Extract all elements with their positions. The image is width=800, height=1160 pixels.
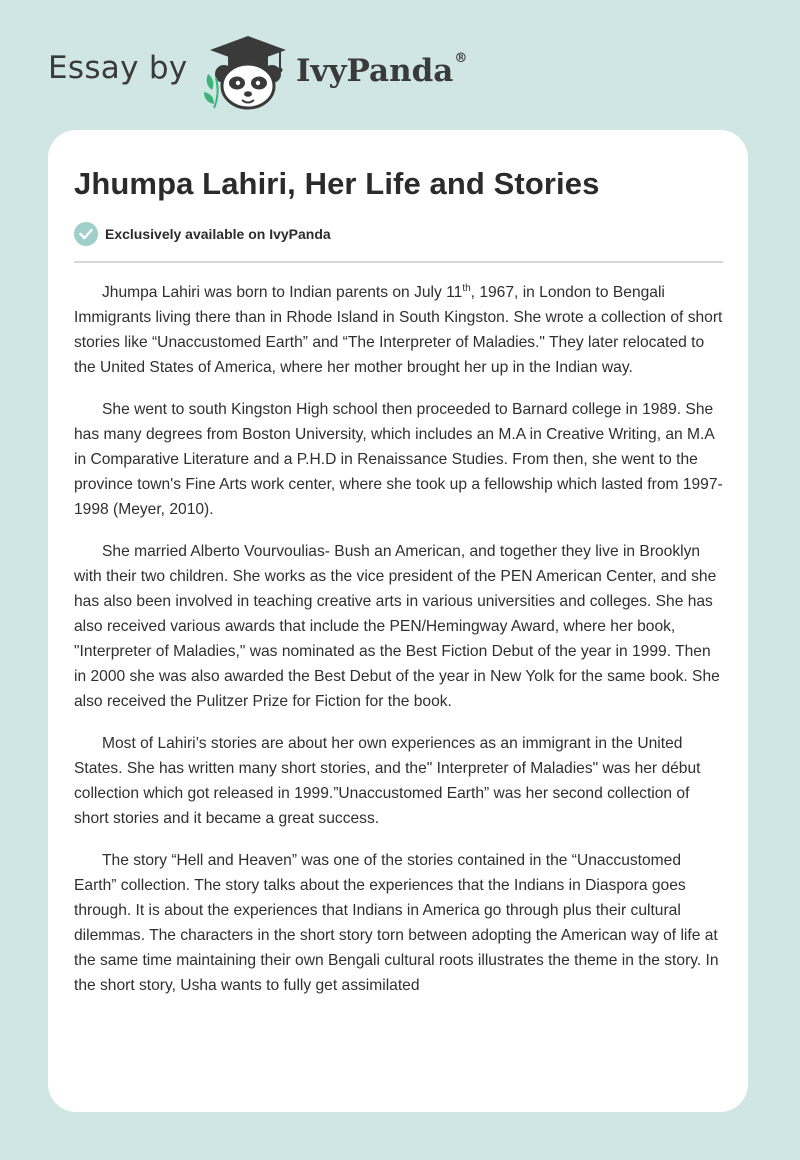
ordinal-suffix: th <box>462 282 471 294</box>
site-header <box>0 0 800 130</box>
brand-name[interactable] <box>296 53 467 89</box>
exclusive-badge-label: Exclusively available on IvyPanda <box>105 226 331 242</box>
registered-mark: ® <box>454 51 468 66</box>
ivypanda-logo-icon[interactable] <box>200 34 292 110</box>
paragraph-1 <box>74 280 726 380</box>
paragraph-1-start: Jhumpa Lahiri was born to Indian parents on July 11 <box>102 284 463 301</box>
essay-body <box>74 280 726 1015</box>
essay-by-label: Essay by <box>48 50 188 86</box>
exclusive-badge <box>74 222 331 246</box>
paragraph-4: Most of Lahiri’s stories are about her own experiences as an immigrant in the United States. She has written many short stories, and the" Interpreter of Maladies" was her début collection which got released in 1999.”Unaccustomed Earth” was her second collection of short stories and it became a great success. <box>74 735 701 827</box>
title-divider <box>74 261 723 263</box>
check-circle-icon <box>74 222 98 246</box>
paragraph-1-end: , 1967, in London to Bengali Immigrants living there than in Rhode Island in South Kingston. She wrote a collection of short stories like “Unaccustomed Earth” and “The Interpreter of Maladies." They later relocated to the United States of America, where her mother brought her up in the Indian way. <box>74 284 723 376</box>
paragraph-3: She married Alberto Vourvoulias- Bush an American, and together they live in Brooklyn with their two children. She works as the vice president of the PEN American Center, and she has also been involved in teaching creative arts in various universities and colleges. She has also received various awards that include the PEN/Hemingway Award, where her book, "Interpreter of Maladies," was nominated as the Best Fiction Debut of the year in 1999. Then in 2000 she was also awarded the Best Debut of the year in New Yolk for the same book. She also received the Pulitzer Prize for Fiction for the book. <box>74 543 720 710</box>
brand-text: IvyPanda <box>296 53 454 89</box>
page-title: Jhumpa Lahiri, Her Life and Stories <box>74 166 600 201</box>
essay-card <box>48 130 748 1112</box>
paragraph-5: The story “Hell and Heaven” was one of the stories contained in the “Unaccustomed Earth” collection. The story talks about the experiences that the Indians in Diaspora goes through. It is about the experiences that Indians in America go through plus their cultural dilemmas. The characters in the short story torn between adopting the American way of life at the same time maintaining their own Bengali cultural roots illustrates the theme in the story. In the short story, Usha wants to fully get assimilated <box>74 852 719 994</box>
paragraph-2: She went to south Kingston High school then proceeded to Barnard college in 1989. She has many degrees from Boston University, which includes an M.A in Creative Writing, an M.A in Comparative Literature and a P.H.D in Renaissance Studies. From then, she went to the province town's Fine Arts work center, where she took up a fellowship which lasted from 1997-1998 (Meyer, 2010). <box>74 401 723 518</box>
